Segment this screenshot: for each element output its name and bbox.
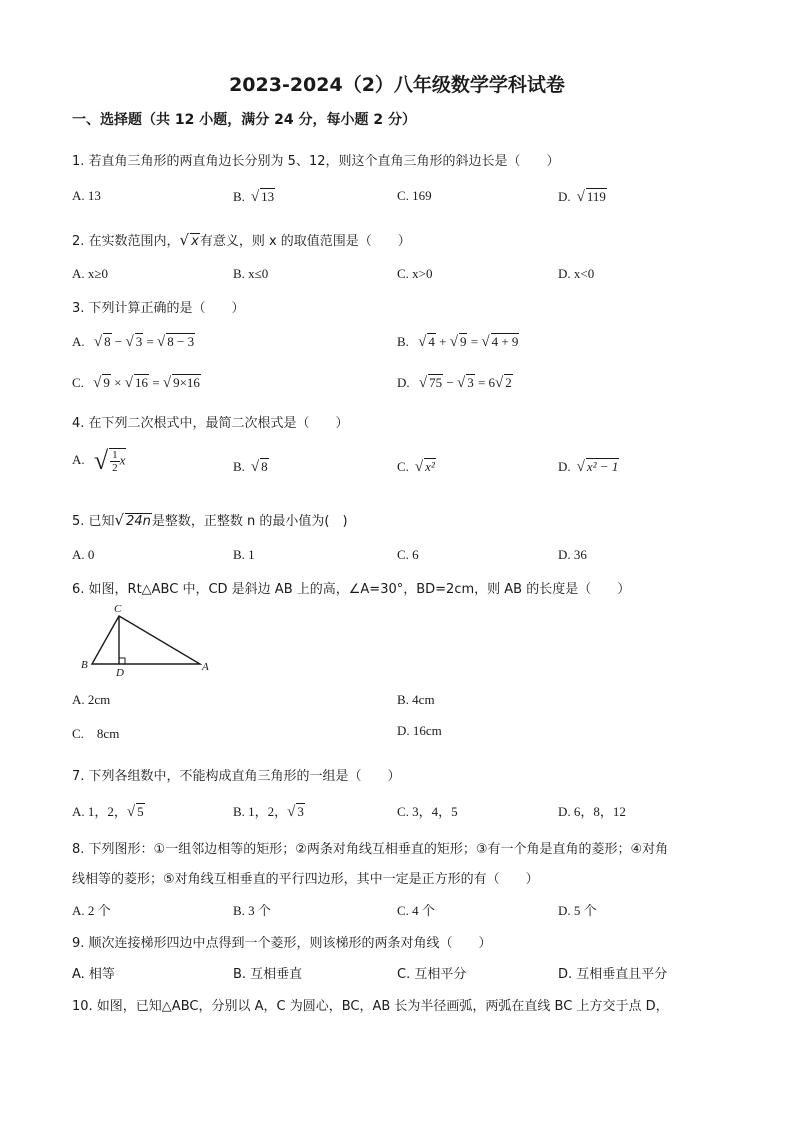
q7-option-d[interactable]: D. 6，8，12: [558, 804, 626, 819]
option-label: B.: [397, 334, 409, 349]
sqrt-icon: √: [93, 375, 102, 391]
label-c: C: [114, 603, 122, 615]
option-text: A. 1，2，: [72, 804, 127, 819]
radicand: 5: [137, 804, 144, 819]
sqrt-icon: √: [576, 459, 585, 475]
sqrt-icon: √: [414, 459, 424, 475]
radicand: 4 + 9: [491, 334, 519, 349]
question-6-stem: 6. 如图，Rt△ABC 中，CD 是斜边 AB 上的高，∠A=30°，BD=2cm，则 AB 的长度是（ ）: [72, 582, 631, 597]
sqrt-icon: √: [93, 446, 109, 475]
radicand: 13: [261, 189, 275, 204]
option-label: B.: [233, 189, 245, 204]
radicand: 8: [104, 334, 111, 349]
operator: =: [152, 375, 160, 390]
q5-option-a[interactable]: A. 0: [72, 547, 95, 562]
numerator: 1: [112, 449, 118, 461]
q3-option-b[interactable]: [397, 333, 519, 351]
q9-option-b[interactable]: B. 互相垂直: [233, 967, 303, 982]
sqrt-icon: √: [126, 804, 136, 820]
radicand: x² − 1: [586, 459, 619, 474]
q4-option-a[interactable]: [72, 446, 126, 476]
denominator: 2: [112, 462, 118, 474]
page-title: 2023-2024（2）八年级数学学科试卷: [229, 74, 565, 96]
q6-option-a[interactable]: A. 2cm: [72, 692, 111, 707]
coefficient: 6: [488, 375, 496, 390]
operator: =: [470, 334, 479, 349]
section-heading: 一、选择题（共 12 小题，满分 24 分，每小题 2 分）: [72, 112, 416, 128]
q2-option-c[interactable]: C. x>0: [397, 266, 433, 281]
stem-text: 有意义，则 x 的取值范围是（ ）: [199, 234, 411, 249]
sqrt-icon: √: [481, 334, 490, 350]
q4-option-d[interactable]: [558, 458, 619, 476]
q9-option-c[interactable]: C. 互相平分: [397, 967, 467, 982]
q1-option-b[interactable]: [233, 188, 275, 206]
q4-option-b[interactable]: [233, 458, 269, 476]
operator: −: [114, 334, 123, 349]
q8-option-a[interactable]: A. 2 个: [72, 903, 111, 918]
option-label: D.: [558, 189, 571, 204]
option-text: B. 1，2，: [233, 804, 288, 819]
q5-option-d[interactable]: D. 36: [558, 547, 587, 562]
label-a: A: [202, 661, 209, 673]
q7-option-c[interactable]: C. 3，4，5: [397, 804, 458, 819]
operator: =: [146, 334, 154, 349]
operator: +: [439, 334, 447, 349]
triangle-abc: [92, 616, 200, 664]
q4-option-c[interactable]: [397, 458, 436, 476]
radicand: 2: [505, 375, 512, 390]
q6-option-d[interactable]: D. 16cm: [397, 723, 442, 738]
option-label: B.: [233, 459, 245, 474]
q1-option-c[interactable]: C. 169: [397, 188, 432, 203]
option-label: C.: [397, 459, 409, 474]
q8-option-d[interactable]: D. 5 个: [558, 903, 597, 918]
radicand: 24n: [126, 514, 151, 529]
question-9-stem: 9. 顺次连接梯形四边中点得到一个菱形，则该梯形的两条对角线（ ）: [72, 936, 492, 951]
radicand: 3: [135, 334, 143, 349]
q1-option-a[interactable]: A. 13: [72, 188, 101, 203]
q7-option-a[interactable]: [72, 801, 145, 821]
right-angle-mark: [119, 658, 125, 664]
radicand: 9×16: [173, 375, 200, 390]
q9-option-d[interactable]: D. 互相垂直且平分: [558, 967, 668, 982]
radicand: [109, 448, 126, 474]
triangle-figure: [78, 600, 218, 680]
radicand: 8: [261, 459, 268, 474]
question-4-stem: 4. 在下列二次根式中，最简二次根式是（ ）: [72, 416, 349, 431]
question-3-stem: 3. 下列计算正确的是（ ）: [72, 301, 245, 316]
radicand: 75: [429, 375, 443, 390]
sqrt-icon: √: [576, 189, 585, 205]
variable: x: [119, 452, 126, 468]
stem-text: 是整数，正整数 n 的最小值为( ): [151, 514, 348, 529]
option-label: D.: [397, 375, 410, 390]
radicand: x²: [425, 459, 435, 474]
question-5-stem: [72, 510, 348, 529]
q2-option-a[interactable]: A. x≥0: [72, 266, 109, 281]
q3-option-c[interactable]: [72, 374, 201, 392]
radicand: 9: [103, 375, 110, 390]
fraction: [110, 449, 120, 474]
operator: ×: [114, 375, 122, 390]
label-d: D: [116, 667, 124, 679]
sqrt-icon: √: [179, 231, 190, 249]
operator: −: [446, 375, 454, 390]
sqrt-icon: √: [250, 189, 260, 205]
q5-option-b[interactable]: B. 1: [233, 547, 255, 562]
q6-option-c[interactable]: C. 8cm: [72, 726, 120, 741]
radicand: x: [191, 234, 199, 249]
q7-option-b[interactable]: [233, 801, 305, 821]
sqrt-icon: √: [114, 511, 125, 529]
question-1-stem: 1. 若直角三角形的两直角边长分别为 5、12，则这个直角三角形的斜边长是（ ）: [72, 154, 560, 169]
option-label: A.: [72, 334, 85, 349]
q3-option-d[interactable]: [397, 374, 513, 392]
q8-option-c[interactable]: C. 4 个: [397, 903, 435, 918]
stem-text: 5. 已知: [72, 514, 115, 529]
sqrt-icon: √: [418, 375, 428, 391]
sqrt-icon: √: [125, 334, 134, 350]
radicand: 119: [586, 189, 606, 204]
q6-option-b[interactable]: B. 4cm: [397, 692, 435, 707]
sqrt-icon: √: [157, 334, 166, 350]
sqrt-icon: √: [162, 375, 172, 391]
sqrt-icon: √: [93, 334, 103, 350]
question-8-stem-line2: 线相等的菱形；⑤对角线互相垂直的平行四边形，其中一定是正方形的有（ ）: [72, 872, 539, 887]
sqrt-icon: √: [250, 459, 260, 475]
sqrt-icon: √: [495, 375, 504, 391]
q2-option-d[interactable]: D. x<0: [558, 266, 595, 281]
q3-option-a[interactable]: [72, 333, 195, 351]
radicand: 4: [428, 334, 435, 349]
sqrt-icon: √: [418, 334, 427, 350]
label-b: B: [81, 659, 88, 671]
option-label: C.: [72, 375, 84, 390]
operator: =: [477, 375, 486, 390]
sqrt-icon: √: [449, 334, 458, 350]
question-8-stem-line1: 8. 下列图形：①一组邻边相等的矩形；②两条对角线互相垂直的矩形；③有一个角是直角的菱形；④对角: [72, 842, 669, 857]
question-10-stem: 10. 如图，已知△ABC，分别以 A，C 为圆心，BC，AB 长为半径画弧，两弧在直线 BC 上方交于点 D，: [72, 999, 669, 1014]
q2-option-b[interactable]: B. x≤0: [233, 266, 269, 281]
radicand: 16: [134, 375, 148, 390]
q9-option-a[interactable]: A. 相等: [72, 967, 115, 982]
q5-option-c[interactable]: C. 6: [397, 547, 419, 562]
radicand: 9: [459, 334, 467, 349]
radicand: 8 − 3: [167, 334, 195, 349]
sqrt-icon: √: [456, 375, 466, 391]
q8-option-b[interactable]: B. 3 个: [233, 903, 271, 918]
option-label: A.: [72, 451, 85, 467]
question-2-stem: [72, 230, 411, 249]
option-label: D.: [558, 459, 571, 474]
stem-text: 2. 在实数范围内，: [72, 234, 180, 249]
q1-option-d[interactable]: [558, 188, 607, 206]
radicand: 3: [297, 804, 304, 819]
sqrt-icon: √: [124, 375, 133, 391]
question-7-stem: 7. 下列各组数中，不能构成直角三角形的一组是（ ）: [72, 769, 401, 784]
sqrt-icon: √: [287, 804, 296, 820]
radicand: 3: [467, 375, 474, 390]
